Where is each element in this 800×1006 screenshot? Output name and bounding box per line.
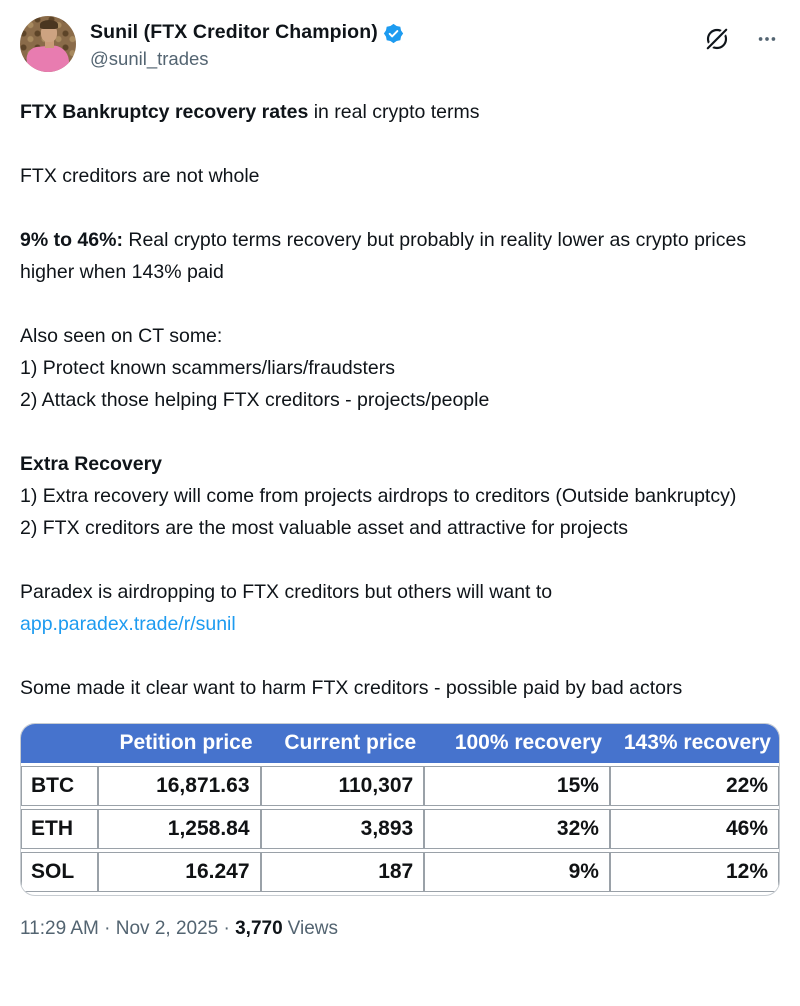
current-price-cell: 110,307 <box>261 766 425 806</box>
col-header-petition-price: Petition price <box>98 724 260 763</box>
table-header-row <box>21 724 779 763</box>
p3-bold-text: 9% to 46%: <box>20 229 123 251</box>
views-label: Views <box>287 918 338 939</box>
avatar-hair <box>40 20 58 29</box>
p6-text: Paradex is airdropping to FTX creditors but others will want to <box>20 581 553 603</box>
paragraph-extra-recovery <box>20 448 780 544</box>
ticker-cell: BTC <box>21 766 98 806</box>
table-corner-cell <box>21 724 98 763</box>
paragraph-recovery-rates <box>20 96 780 128</box>
recovery-143-cell: 12% <box>610 852 779 892</box>
current-price-cell: 187 <box>261 852 425 892</box>
header-actions <box>702 16 780 54</box>
p1-bold-text: FTX Bankruptcy recovery rates <box>20 101 309 123</box>
petition-price-cell: 1,258.84 <box>98 809 260 849</box>
paragraph-bad-actors: Some made it clear want to harm FTX creditors - possible paid by bad actors <box>20 677 683 699</box>
p1-rest-text: in real crypto terms <box>308 101 480 123</box>
paragraph-recovery-range <box>20 224 780 288</box>
current-price-cell: 3,893 <box>261 809 425 849</box>
tweet-meta <box>20 918 780 940</box>
recovery-table <box>20 723 780 896</box>
p4-line-1: Also seen on CT some: <box>20 325 223 347</box>
ticker-cell: ETH <box>21 809 98 849</box>
more-menu-icon[interactable] <box>754 26 780 52</box>
col-header-100-recovery: 100% recovery <box>424 724 610 763</box>
recovery-100-cell: 32% <box>424 809 610 849</box>
paragraph-not-whole: FTX creditors are not whole <box>20 165 260 187</box>
timestamp: 11:29 AM · Nov 2, 2025 · <box>20 918 230 939</box>
table-row-btc <box>21 766 779 806</box>
views-count: 3,770 <box>235 918 283 939</box>
col-header-143-recovery: 143% recovery <box>610 724 779 763</box>
paragraph-seen-on-ct <box>20 320 780 416</box>
name-block <box>90 16 404 70</box>
avatar[interactable] <box>20 16 76 72</box>
p5-line-2: 2) FTX creditors are the most valuable asset and attractive for projects <box>20 517 629 539</box>
col-header-current-price: Current price <box>261 724 425 763</box>
petition-price-cell: 16,871.63 <box>98 766 260 806</box>
p4-line-3: 2) Attack those helping FTX creditors - projects/people <box>20 389 490 411</box>
p3-rest-text: Real crypto terms recovery but probably in reality lower as crypto prices higher when 143% paid <box>20 229 747 283</box>
ticker-cell: SOL <box>21 852 98 892</box>
user-handle[interactable]: @sunil_trades <box>90 48 209 69</box>
avatar-shirt <box>26 44 71 72</box>
verified-badge-icon <box>383 23 404 44</box>
recovery-143-cell: 22% <box>610 766 779 806</box>
recovery-143-cell: 46% <box>610 809 779 849</box>
tweet-text <box>20 96 780 704</box>
recovery-100-cell: 15% <box>424 766 610 806</box>
p5-line-1: 1) Extra recovery will come from projects airdrops to creditors (Outside bankruptcy) <box>20 485 737 507</box>
display-name[interactable]: Sunil (FTX Creditor Champion) <box>90 21 378 43</box>
grok-icon[interactable] <box>702 24 732 54</box>
tweet-header <box>20 16 780 72</box>
paradex-link[interactable]: app.paradex.trade/r/sunil <box>20 613 236 635</box>
table-row-eth <box>21 809 779 849</box>
recovery-100-cell: 9% <box>424 852 610 892</box>
paragraph-paradex <box>20 576 780 640</box>
petition-price-cell: 16.247 <box>98 852 260 892</box>
p5-title: Extra Recovery <box>20 453 163 475</box>
p4-line-2: 1) Protect known scammers/liars/fraudsters <box>20 357 395 379</box>
table-row-sol <box>21 852 779 892</box>
